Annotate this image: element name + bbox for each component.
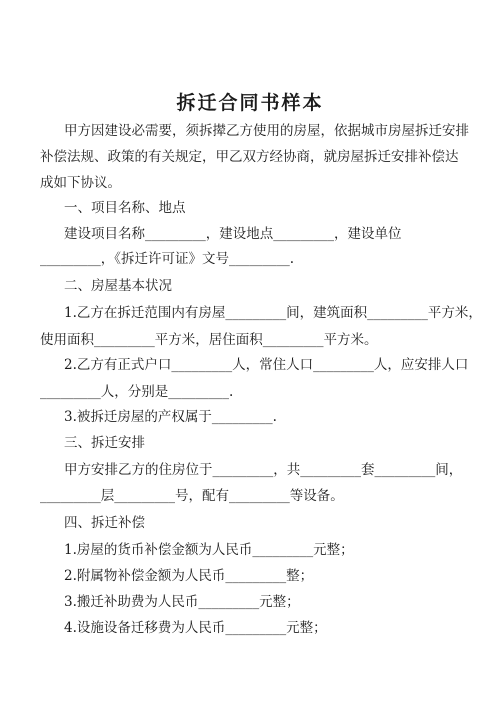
relocation-line-1: 甲方安排乙方的住房位于_________，共_________套_________间，	[64, 462, 463, 478]
compensation-line-3: 3.搬迁补助费为人民币_________元整；	[64, 594, 300, 610]
compensation-line-1: 1.房屋的货币补偿金额为人民币_________元整；	[64, 542, 354, 558]
section-heading-1: 一、项目名称、地点	[64, 200, 186, 216]
project-line-2: _________，《拆迁许可证》文号_________.	[40, 251, 295, 267]
intro-line-3: 成如下协议。	[40, 175, 121, 191]
relocation-line-2: _________层_________号，配有_________等设备。	[40, 488, 344, 504]
intro-line-1: 甲方因建设必需要，须拆撵乙方使用的房屋，依据城市房屋拆迁安排	[64, 123, 469, 139]
intro-line-2: 补偿法规、政策的有关规定，甲乙双方经协商，就房屋拆迁安排补偿达	[40, 149, 459, 165]
house-line-4: _________人，分别是_________.	[40, 384, 234, 400]
house-line-3: 2.乙方有正式户口_________人，常住人口_________人，应安排人口	[64, 357, 469, 373]
project-line-1: 建设项目名称_________，建设地点_________，建设单位	[64, 226, 402, 242]
compensation-line-4: 4.设施设备迁移费为人民币_________元整；	[64, 620, 327, 636]
document-title: 拆迁合同书样本	[176, 92, 324, 114]
section-heading-2: 二、房屋基本状况	[64, 278, 172, 294]
section-heading-4: 四、拆迁补偿	[64, 515, 145, 531]
house-line-5: 3.被拆迁房屋的产权属于_________.	[64, 409, 277, 425]
house-line-2: 使用面积_________平方米，居住面积_________平方米。	[40, 332, 378, 348]
compensation-line-2: 2.附属物补偿金额为人民币_________整；	[64, 568, 314, 584]
section-heading-3: 三、拆迁安排	[64, 435, 145, 451]
house-line-1: 1.乙方在拆迁范围内有房屋_________间，建筑面积_________平方米，	[64, 305, 482, 321]
